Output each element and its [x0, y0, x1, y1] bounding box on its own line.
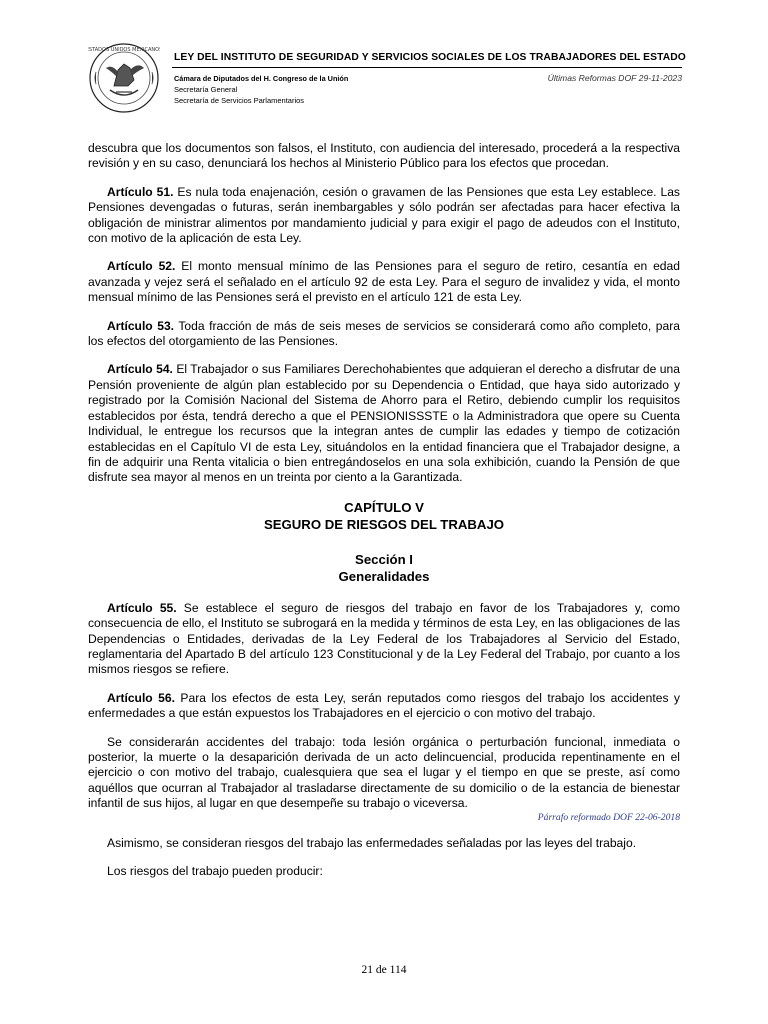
article-53 — [88, 319, 680, 350]
article-text: El monto mensual mínimo de las Pensiones para el seguro de retiro, cesantía en edad avanzada y vejez será el señalado en el artículo 92 de esta Ley. Para el seguro de invalidez y vida, el monto mensual mínimo de las Pensiones será el previsto en el artículo 121 de esta Ley. — [88, 259, 680, 305]
article-label: Artículo 56. — [107, 690, 175, 705]
paragraph-diseases: Asimismo, se consideran riesgos del trabajo las enfermedades señaladas por las leyes del trabajo. — [107, 835, 637, 850]
paragraph-accidents: Se considerarán accidentes del trabajo: toda lesión orgánica o perturbación funcional, inmediata o posterior, la muerte o la desaparición derivada de un acto delincuencial, producida repentinamente en el ejercicio o con motivo del trabajo, cualesquiera que sea el lugar y el tiempo en que se preste, así como aquéllos que ocurran al Trabajador al trasladarse directamente de su domicilio o de la estancia de bienestar infantil de sus hijos, al lugar en que desempeñe su trabajo o viceversa. — [88, 734, 680, 811]
article-text: Para los efectos de esta Ley, serán reputados como riesgos del trabajo los accidentes y enfermedades a que están expuestos los Trabajadores en el ejercicio o con motivo del trabajo. — [88, 690, 680, 721]
chapter-title: CAPÍTULO V — [344, 499, 424, 515]
article-text: El Trabajador o sus Familiares Derechohabientes que adquieran el derecho a disfrutar de una Pensión proveniente de algún plan establecido por su Dependencia o Entidad, que haya sido autorizado y registrado por la Comisión Nacional del Sistema de Ahorro para el Retiro, debiendo cumplir los requisitos establecidos por ésta, tendrá derecho a que el PENSIONISSSTE o la Administradora que opere su Cuenta Individual, le entregue los recursos que la integran antes de cumplir las edades y tiempo de cotización establecidas en el Capítulo VI de esta Ley, situándolos en la entidad financiera que el Trabajador designe, a fin de adquirir una Renta vitalicia o bien entregándoselos en una sola exhibición, cuando la Pensión de que disfrute sea mayor al menos en un treinta por ciento a la Garantizada. — [88, 362, 680, 485]
chamber-name: Cámara de Diputados del H. Congreso de la Unión — [174, 74, 349, 83]
section-subtitle: Generalidades — [338, 568, 430, 584]
paragraph-risks: Los riesgos del trabajo pueden producir: — [107, 864, 323, 878]
secretariat-services: Secretaría de Servicios Parlamentarios — [174, 96, 305, 105]
paragraph-continuation: descubra que los documentos son falsos, el Instituto, con audiencia del interesado, procederá a la respectiva revisión y en su caso, denunciará los hechos al Ministerio Público para los efectos que procedan. — [88, 141, 680, 171]
header-institution — [174, 73, 348, 106]
article-label: Artículo 54. — [107, 362, 173, 377]
document-body — [88, 141, 680, 892]
section-heading — [88, 551, 680, 585]
article-51 — [88, 185, 680, 247]
article-54 — [88, 362, 680, 485]
article-label: Artículo 51. — [107, 184, 174, 199]
svg-text:ESTADOS UNIDOS MEXICANOS: ESTADOS UNIDOS MEXICANOS — [88, 47, 160, 53]
article-56 — [88, 691, 680, 722]
article-text: Es nula toda enajenación, cesión o gravamen de las Pensiones que esta Ley establece. Las Pensiones devengadas o futuras, serán inembargables y sólo podrán ser afectadas para hacer efectiva la obligación de ministrar alimentos por mandamiento judicial y para exigir el pago de adeudos con el Instituto, con motivo de la aplicación de esta Ley. — [88, 184, 680, 246]
chapter-subtitle: SEGURO DE RIESGOS DEL TRABAJO — [263, 516, 505, 532]
article-text: Toda fracción de más de seis meses de servicios se considerará como año completo, para los efectos del otorgamiento de las Pensiones. — [88, 318, 680, 349]
secretariat-general: Secretaría General — [174, 85, 238, 94]
law-title: LEY DEL INSTITUTO DE SEGURIDAD Y SERVICIOS SOCIALES DE LOS TRABAJADORES DEL ESTADO — [174, 52, 686, 63]
article-label: Artículo 52. — [107, 259, 176, 274]
seal-icon — [88, 42, 160, 114]
chapter-heading — [88, 499, 680, 533]
article-label: Artículo 53. — [107, 318, 175, 333]
header-rule — [172, 67, 682, 68]
article-label: Artículo 55. — [107, 600, 177, 615]
page-number: 21 de 114 — [361, 964, 407, 976]
article-52 — [88, 259, 680, 305]
article-55 — [88, 601, 680, 678]
section-title: Sección I — [355, 551, 413, 567]
last-reform-date: Últimas Reformas DOF 29-11-2023 — [547, 73, 682, 83]
reform-note: Párrafo reformado DOF 22-06-2018 — [537, 811, 680, 823]
article-text: Se establece el seguro de riesgos del trabajo en favor de los Trabajadores y, como consecuencia de ello, el Instituto se subrogará en la medida y términos de esta Ley, en las obligaciones de las Dependencias o Entidades, derivadas de la Ley Federal de los Trabajadores al Servicio del Estado, reglamentaria del Apartado B del artículo 123 Constitucional y de la Ley Federal del Trabajo, por cuanto a los mismos riesgos se refiere. — [88, 600, 680, 677]
